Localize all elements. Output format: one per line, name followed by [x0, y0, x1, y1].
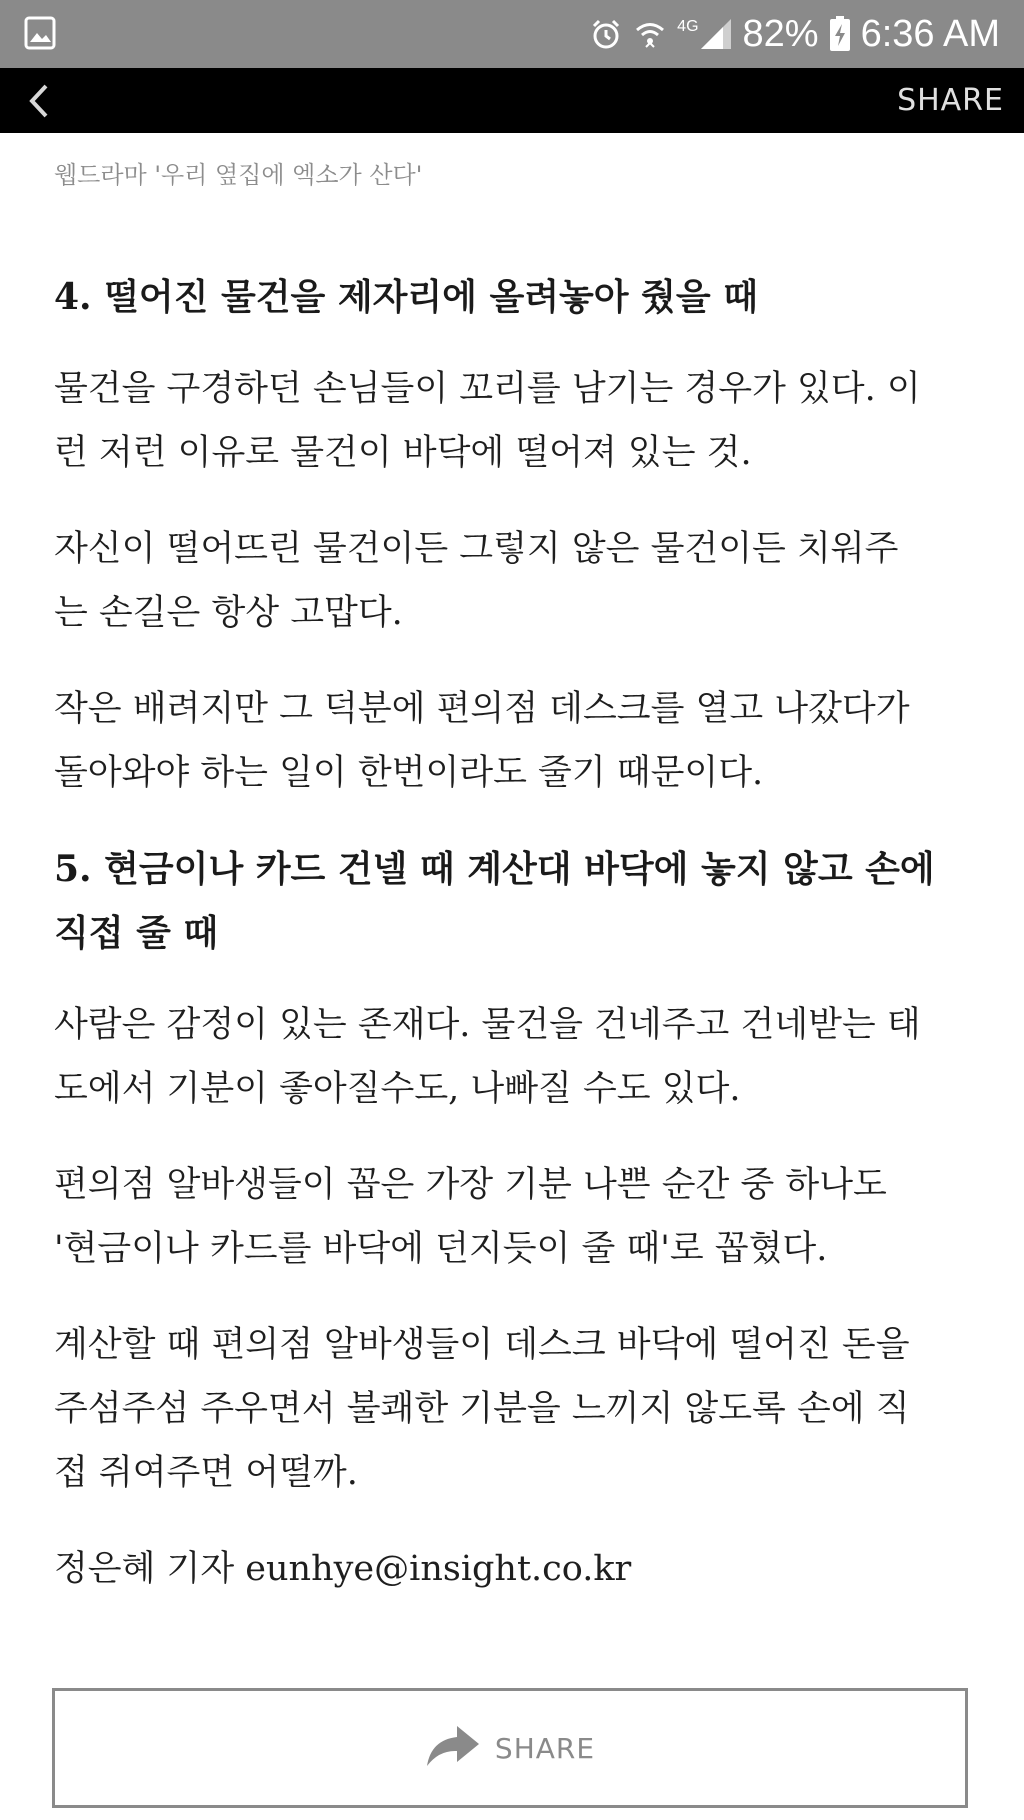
paragraph-line: 편의점 알바생들이 꼽은 가장 기분 나쁜 순간 중 하나도: [54, 1165, 887, 1205]
paragraph-line: 런 저런 이유로 물건이 바닥에 떨어져 있는 것.: [54, 433, 752, 473]
chevron-left-icon: [26, 81, 52, 121]
paragraph-line: 돌아와야 하는 일이 한번이라도 줄기 때문이다.: [54, 753, 764, 793]
back-button[interactable]: [14, 76, 64, 126]
share-label: SHARE: [494, 1731, 596, 1765]
section-heading-5: 5. 현금이나 카드 건넬 때 계산대 바닥에 놓지 않고 손에: [54, 848, 935, 890]
paragraph-line: 접 쥐여주면 어떨까.: [54, 1453, 358, 1493]
battery-percent: 82%: [742, 12, 819, 55]
byline: 정은혜 기자 eunhye@insight.co.kr: [54, 1549, 632, 1589]
paragraph-line: '현금이나 카드를 바닥에 던지듯이 줄 때'로 꼽혔다.: [54, 1229, 828, 1269]
section-heading-4: 4. 떨어진 물건을 제자리에 올려놓아 줬을 때: [54, 276, 758, 318]
paragraph-line: 도에서 기분이 좋아질수도, 나빠질 수도 있다.: [54, 1069, 741, 1109]
share-arrow-icon: [425, 1724, 481, 1772]
clock-time: 6:36 AM: [860, 12, 1000, 55]
status-indicators: [589, 0, 1000, 68]
gallery-notification-icon: [24, 16, 56, 50]
paragraph-line: 작은 배려지만 그 덕분에 편의점 데스크를 열고 나갔다가: [54, 689, 910, 729]
section-heading-5-cont: 직접 줄 때: [54, 912, 219, 954]
share-button-bottom[interactable]: [52, 1688, 968, 1808]
network-type-label: 4G: [677, 18, 699, 35]
paragraph-line: 사람은 감정이 있는 존재다. 물건을 건네주고 건네받는 태: [54, 1005, 921, 1045]
image-caption: 웹드라마 '우리 옆집에 엑소가 산다': [54, 161, 423, 189]
signal-icon: [699, 17, 733, 51]
battery-charging-icon: [829, 16, 851, 52]
status-bar: [0, 0, 1024, 68]
paragraph-line: 는 손길은 항상 고맙다.: [54, 593, 403, 633]
paragraph-line: 주섬주섬 주우면서 불쾌한 기분을 느끼지 않도록 손에 직: [54, 1389, 910, 1429]
wifi-icon: [633, 17, 667, 51]
share-button-top[interactable]: SHARE: [897, 83, 1004, 118]
alarm-icon: [589, 17, 623, 51]
paragraph-line: 물건을 구경하던 손님들이 꼬리를 남기는 경우가 있다. 이: [54, 369, 921, 409]
paragraph-line: 자신이 떨어뜨린 물건이든 그렇지 않은 물건이든 치워주: [54, 529, 899, 569]
paragraph-line: 계산할 때 편의점 알바생들이 데스크 바닥에 떨어진 돈을: [54, 1325, 910, 1365]
article-body: [54, 133, 974, 1601]
app-bar: [0, 68, 1024, 133]
